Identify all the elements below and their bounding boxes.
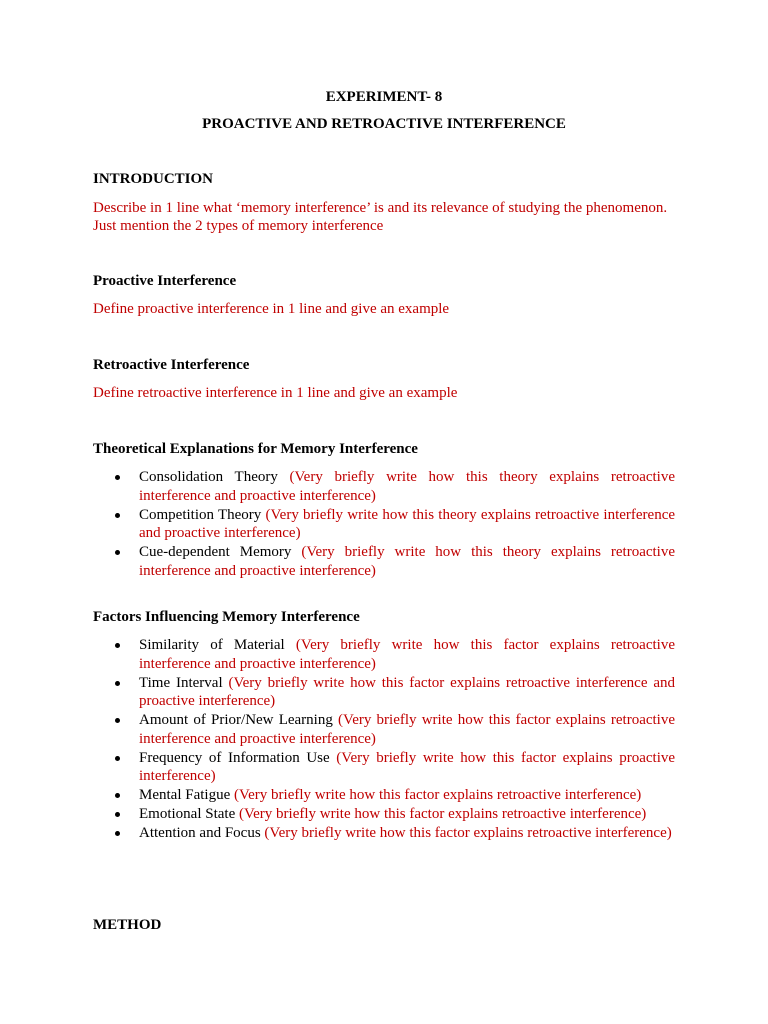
factor-item — [93, 674, 675, 711]
bullet-icon — [115, 681, 120, 686]
bullet-icon — [115, 812, 120, 817]
factor-item — [93, 636, 675, 673]
bullet-icon — [115, 756, 120, 761]
theory-note: (Very briefly write how this theory explains retroactive interference and proactive interference) — [139, 544, 676, 579]
bullet-icon — [115, 550, 120, 555]
theories-list — [93, 468, 675, 581]
factors-heading: Factors Influencing Memory Interference — [93, 609, 360, 625]
document-title: PROACTIVE AND RETROACTIVE INTERFERENCE — [202, 116, 566, 132]
theory-note: (Very briefly write how this theory explains retroactive interference and proactive interference) — [139, 506, 676, 541]
bullet-icon — [115, 513, 120, 518]
experiment-number: EXPERIMENT- 8 — [325, 89, 443, 105]
theory-item — [93, 543, 675, 580]
factor-name: Similarity of Material — [139, 637, 285, 653]
bullet-icon — [115, 831, 120, 836]
retroactive-heading: Retroactive Interference — [93, 357, 250, 373]
theory-name: Cue-dependent Memory — [139, 544, 292, 560]
factor-name: Amount of Prior/New Learning — [139, 712, 333, 728]
bullet-icon — [115, 718, 120, 723]
factor-name: Attention and Focus — [139, 825, 261, 841]
factor-name: Emotional State — [139, 806, 236, 822]
theory-note: (Very briefly write how this theory explains retroactive interference and proactive interference) — [139, 469, 676, 504]
bullet-icon — [115, 475, 120, 480]
introduction-instruction-line-1: Describe in 1 line what ‘memory interference’ is and its relevance of studying the phenomenon. — [93, 200, 668, 216]
factor-item — [93, 711, 675, 748]
factor-note: (Very briefly write how this factor explains retroactive interference and proactive interference) — [139, 712, 676, 747]
factor-name: Frequency of Information Use — [139, 749, 330, 766]
factors-list — [93, 636, 675, 843]
theory-name: Consolidation Theory — [139, 469, 278, 485]
retroactive-instruction: Define retroactive interference in 1 line and give an example — [93, 385, 458, 401]
introduction-heading: INTRODUCTION — [93, 171, 214, 187]
theories-heading: Theoretical Explanations for Memory Interference — [93, 441, 418, 457]
bullet-icon — [115, 793, 120, 798]
factor-item — [93, 824, 675, 843]
factor-name: Mental Fatigue — [139, 787, 231, 803]
factor-note: (Very briefly write how this factor explains retroactive interference) — [264, 825, 672, 841]
theory-item — [93, 506, 675, 543]
factor-item — [93, 805, 675, 824]
proactive-instruction: Define proactive interference in 1 line and give an example — [93, 301, 450, 317]
factor-item — [93, 786, 675, 805]
introduction-instruction-line-2: Just mention the 2 types of memory interference — [93, 218, 384, 234]
bullet-icon — [115, 643, 120, 648]
proactive-heading: Proactive Interference — [93, 273, 237, 289]
factor-item — [93, 749, 675, 786]
introduction-instruction — [93, 199, 683, 235]
factor-name: Time Interval — [139, 674, 223, 691]
factor-note: (Very briefly write how this factor explains retroactive interference and proactive interference) — [139, 674, 675, 709]
theory-name: Competition Theory — [139, 506, 262, 523]
theory-item — [93, 468, 675, 505]
factor-note: (Very briefly write how this factor explains retroactive interference) — [233, 787, 642, 803]
method-heading: METHOD — [93, 917, 162, 933]
factor-note: (Very briefly write how this factor explains proactive interference) — [139, 749, 676, 784]
factor-note: (Very briefly write how this factor explains retroactive interference and proactive interference) — [139, 637, 675, 672]
factor-note: (Very briefly write how this factor explains retroactive interference) — [238, 806, 647, 822]
